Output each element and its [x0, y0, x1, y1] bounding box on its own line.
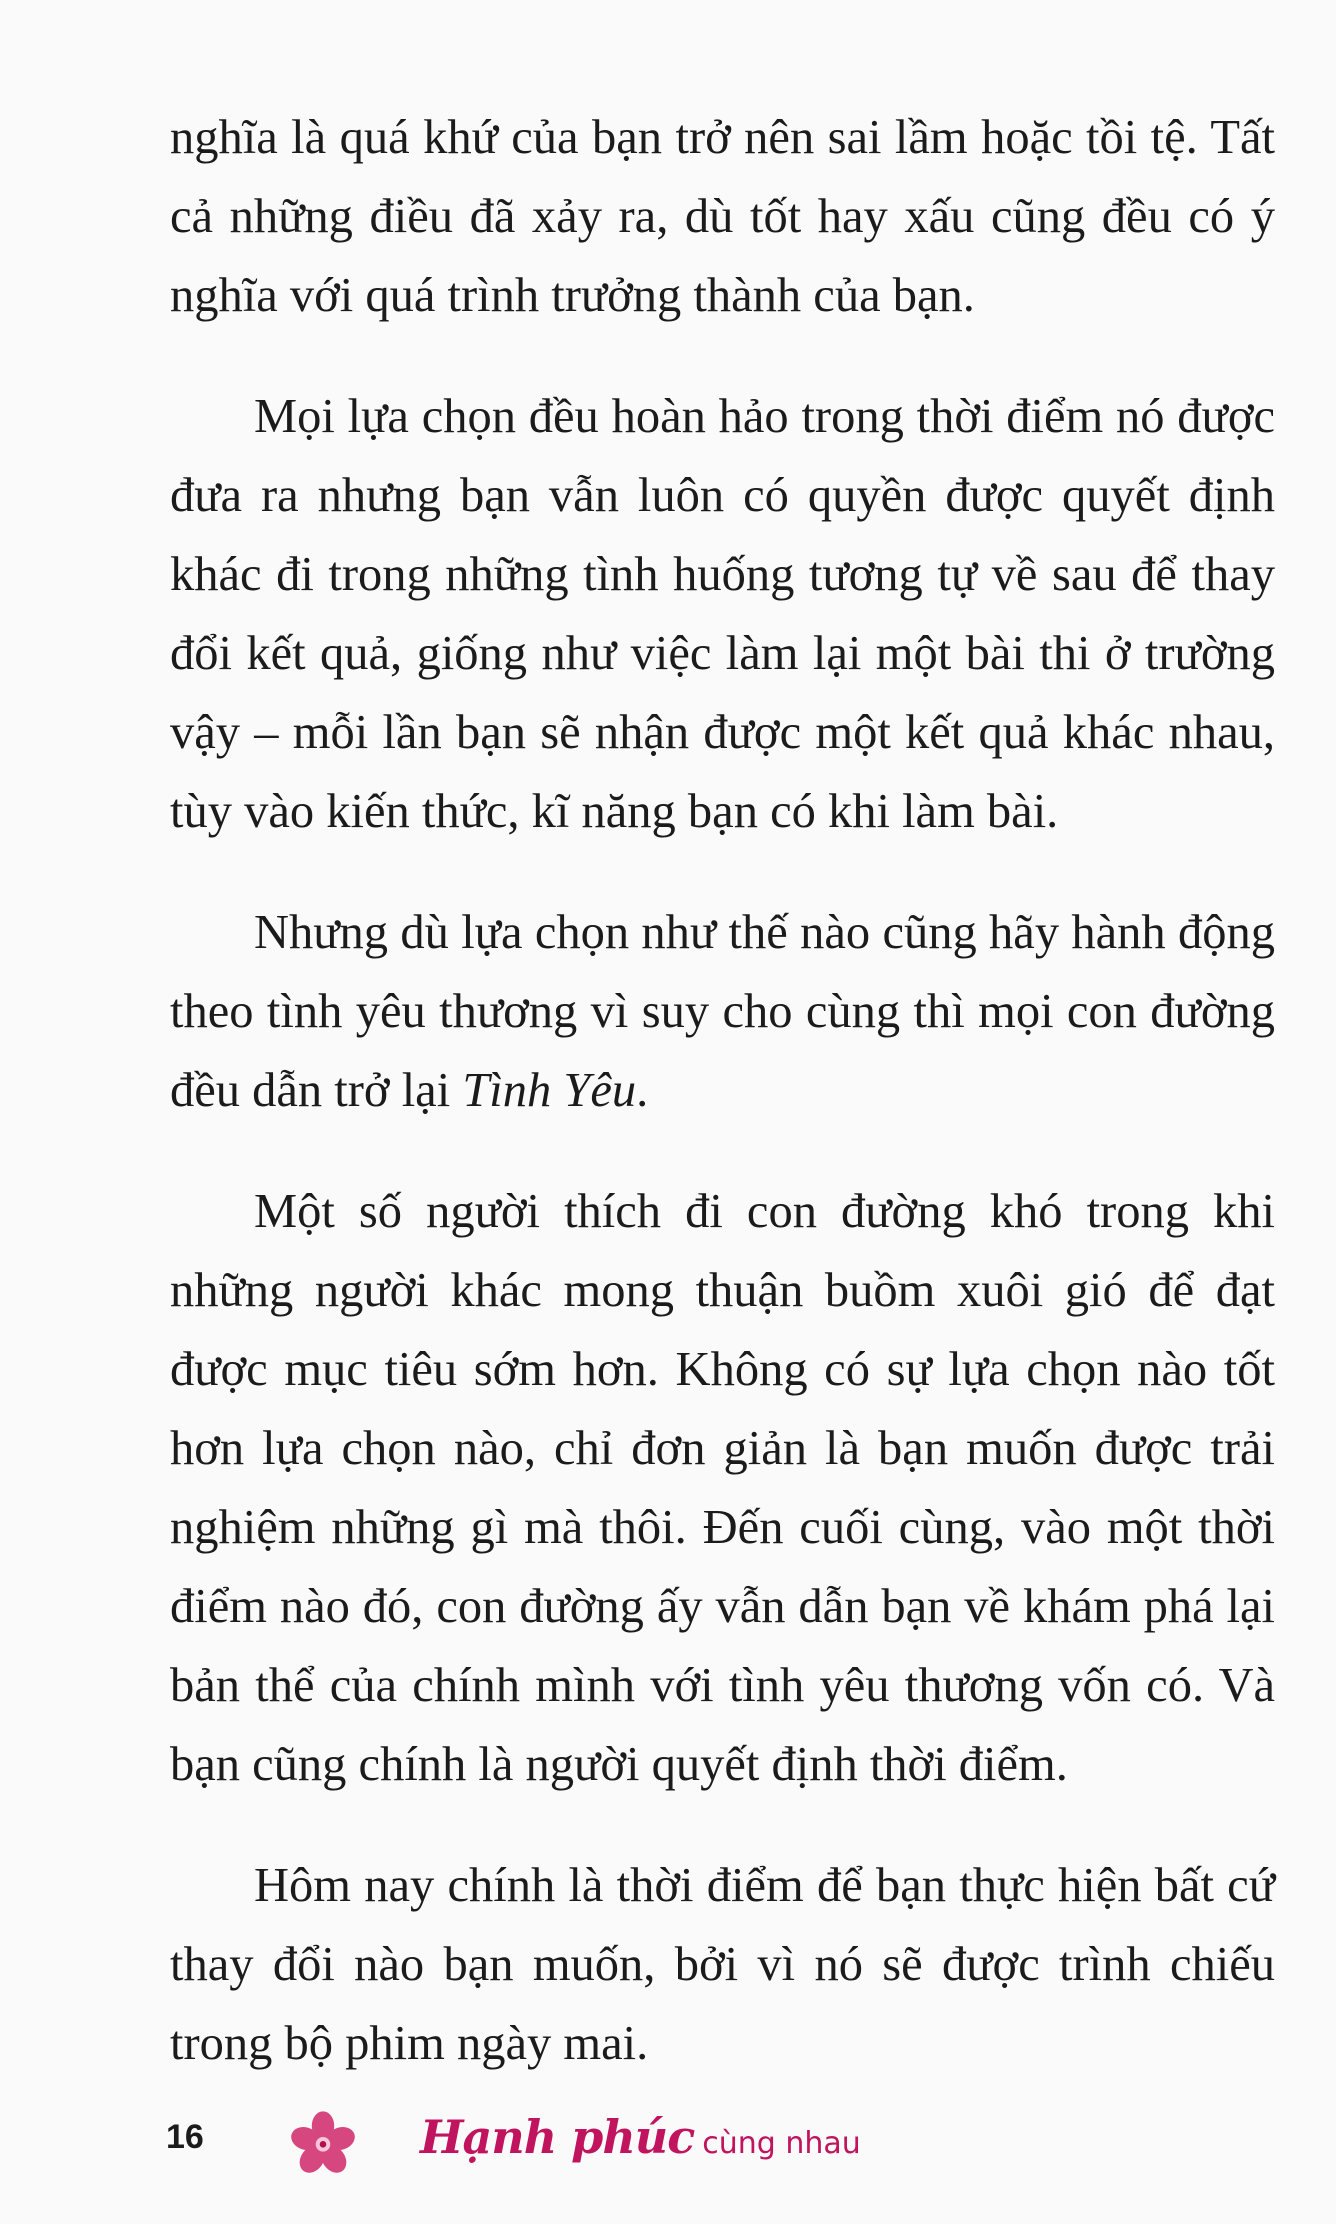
paragraph-3-end: . [636, 1064, 649, 1117]
brand-subtitle: cùng nhau [702, 2126, 861, 2161]
paragraph-5: Hôm nay chính là thời điểm để bạn thực hiện bất cứ thay đổi nào bạn muốn, bởi vì nó sẽ được trình chiếu trong bộ phim ngày mai. [170, 1859, 1275, 2070]
flower-icon [290, 2110, 356, 2176]
paragraph-3-text: Nhưng dù lựa chọn như thế nào cũng hãy hành động theo tình yêu thương vì suy cho cùng thì mọi con đường đều dẫn trở lại [170, 906, 1275, 1117]
paragraph-1: nghĩa là quá khứ của bạn trở nên sai lầm hoặc tồi tệ. Tất cả những điều đã xảy ra, dù tốt hay xấu cũng đều có ý nghĩa với quá trình trưởng thành của bạn. [170, 111, 1275, 322]
paragraph-3 [170, 893, 1275, 1130]
page-number: 16 [166, 2118, 204, 2156]
page-body [170, 98, 1275, 2125]
paragraph-2: Mọi lựa chọn đều hoàn hảo trong thời điểm nó được đưa ra nhưng bạn vẫn luôn có quyền được quyết định khác đi trong những tình huống tương tự về sau để thay đổi kết quả, giống như việc làm lại một bài thi ở trường vậy – mỗi lần bạn sẽ nhận được một kết quả khác nhau, tùy vào kiến thức, kĩ năng bạn có khi làm bài. [170, 390, 1275, 838]
page-footer [0, 2110, 1336, 2190]
brand-logo [420, 2110, 861, 2164]
brand-title: Hạnh phúc [420, 2110, 695, 2164]
emphasis-tinh-yeu: Tình Yêu [462, 1064, 637, 1117]
paragraph-4: Một số người thích đi con đường khó trong khi những người khác mong thuận buồm xuôi gió để đạt được mục tiêu sớm hơn. Không có sự lựa chọn nào tốt hơn lựa chọn nào, chỉ đơn giản là bạn muốn được trải nghiệm những gì mà thôi. Đến cuối cùng, vào một thời điểm nào đó, con đường ấy vẫn dẫn bạn về khám phá lại bản thể của chính mình với tình yêu thương vốn có. Và bạn cũng chính là người quyết định thời điểm. [170, 1185, 1275, 1791]
